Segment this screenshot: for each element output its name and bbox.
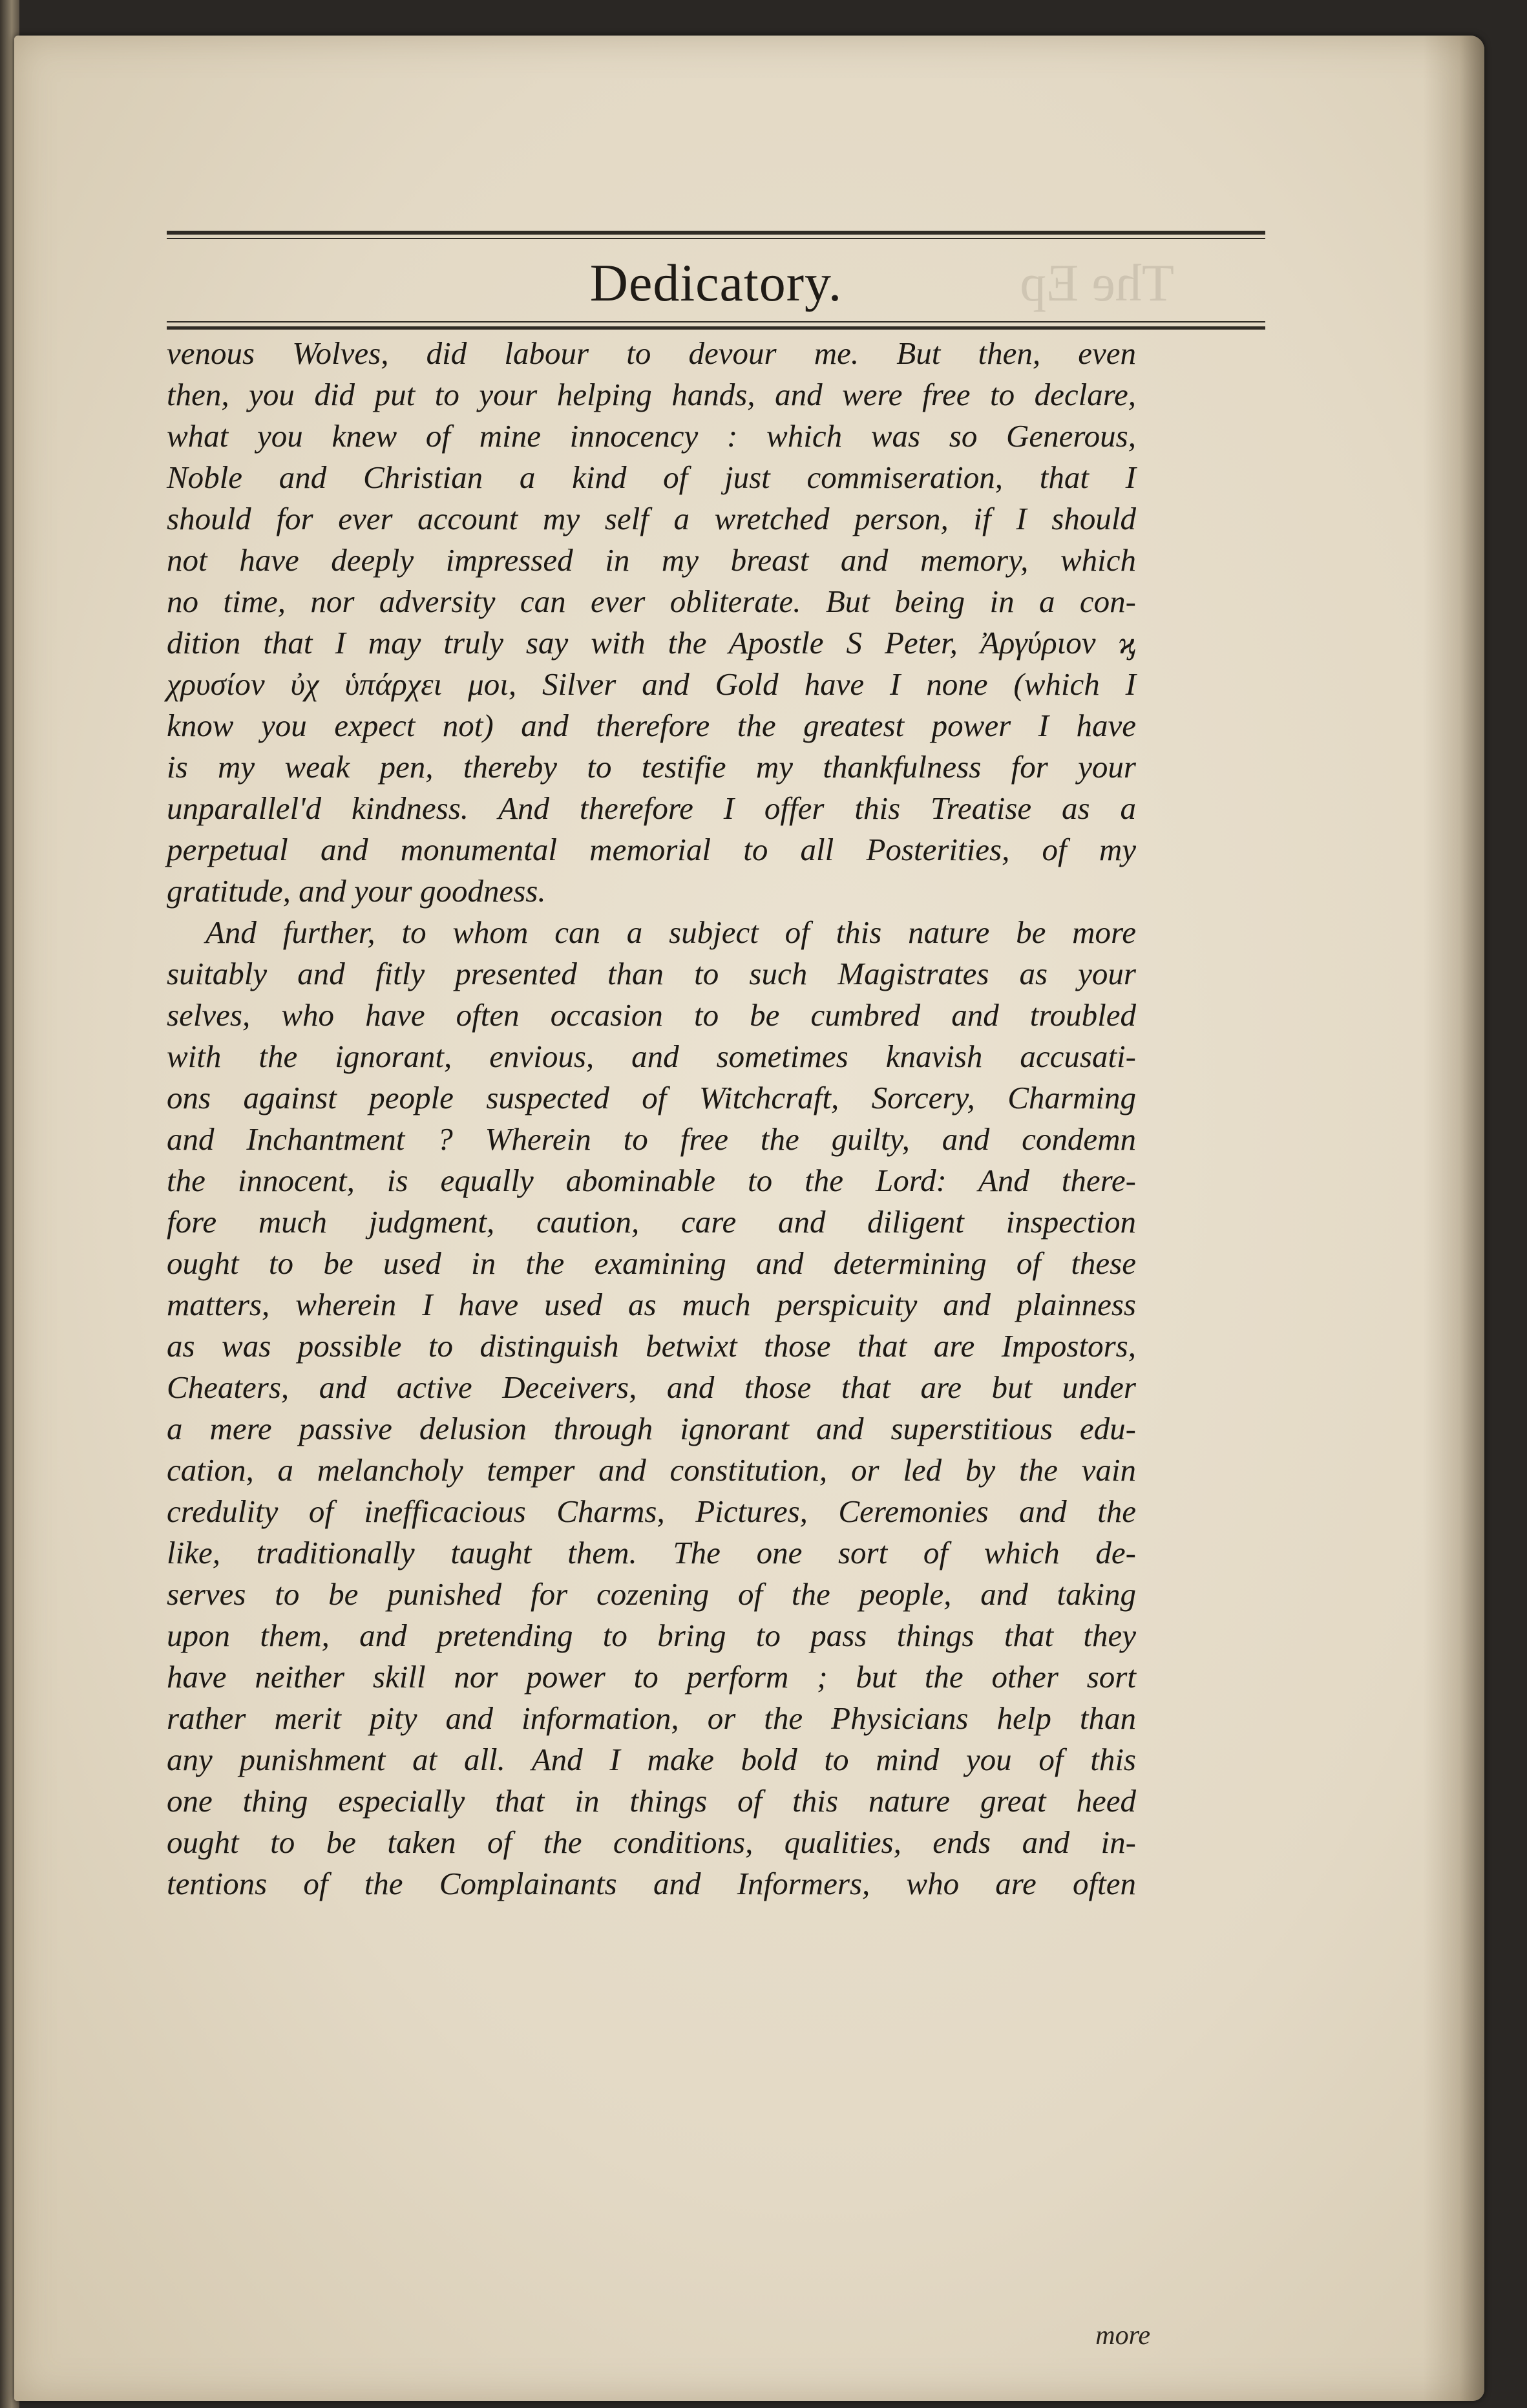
bleed-through-text: The Ep [1020,253,1175,312]
text-line: know you expect not) and therefore the greatest power I have [167,708,1136,743]
text-line: with the ignorant, envious, and sometimes knavish accusati- [167,1039,1136,1074]
text-line: is my weak pen, thereby to testifie my thankfulness for your [167,749,1136,785]
text-line: upon them, and pretending to bring to pass things that they [167,1618,1136,1653]
catchword: more [1095,2321,1150,2350]
text-line: credulity of inefficacious Charms, Pictures, Ceremonies and the [167,1494,1136,1529]
text-line: any punishment at all. And I make bold to mind you of this [167,1742,1136,1777]
text-line: cation, a melancholy temper and constitution, or led by the vain [167,1452,1136,1488]
text-line: χρυσίον ὐχ ὑπάρχει μοι, Silver and Gold have I none (which I [167,666,1136,702]
page-title: Dedicatory. [589,253,843,312]
text-line: unparallel'd kindness. And therefore I offer this Treatise as a [167,790,1136,826]
text-line: Noble and Christian a kind of just commiseration, that I [167,459,1136,495]
text-line: matters, wherein I have used as much perspicuity and plainness [167,1287,1136,1322]
text-line: as was possible to distinguish betwixt those that are Impostors, [167,1328,1136,1364]
header-rule-bottom [167,326,1265,330]
text-line: venous Wolves, did labour to devour me. But then, even [167,335,1136,371]
text-line: the innocent, is equally abominable to the Lord: And there- [167,1163,1136,1198]
body-text [167,333,1136,1905]
text-line: should for ever account my self a wretched person, if I should [167,501,1136,536]
header-rule-top-thin [167,238,1265,239]
text-line: dition that I may truly say with the Apostle S Peter, Ἀργύριον ϗ [167,625,1136,660]
text-line: perpetual and monumental memorial to all Posterities, of my [167,832,1136,867]
text-line: tentions of the Complainants and Informers, who are often [167,1866,1136,1901]
text-line: serves to be punished for cozening of the people, and taking [167,1576,1136,1612]
text-line: ought to be taken of the conditions, qualities, ends and in- [167,1824,1136,1860]
text-line: like, traditionally taught them. The one sort of which de- [167,1535,1136,1570]
text-line: ought to be used in the examining and determining of these [167,1245,1136,1281]
page-shadow [1423,36,1484,2401]
running-header [167,249,1265,317]
text-line: gratitude, and your goodness. [167,873,546,909]
text-line: rather merit pity and information, or the Physicians help than [167,1700,1136,1736]
text-line: Cheaters, and active Deceivers, and those that are but under [167,1369,1136,1405]
text-line: a mere passive delusion through ignorant and superstitious edu- [167,1411,1136,1446]
text-line: selves, who have often occasion to be cumbred and troubled [167,997,1136,1033]
text-line: and Inchantment ? Wherein to free the guilty, and condemn [167,1121,1136,1157]
header-rule-top [167,231,1265,235]
text-line: suitably and fitly presented than to such Magistrates as your [167,956,1136,991]
text-line: not have deeply impressed in my breast and memory, which [167,542,1136,578]
header-rule-bottom-thin [167,321,1265,322]
text-line: ons against people suspected of Witchcraft, Sorcery, Charming [167,1080,1136,1115]
paragraph-start-line: And further, to whom can a subject of this nature be more [205,914,1136,950]
text-line: one thing especially that in things of this nature great heed [167,1783,1136,1819]
text-line: fore much judgment, caution, care and diligent inspection [167,1204,1136,1240]
text-line: what you knew of mine innocency : which was so Generous, [167,418,1136,454]
text-line: then, you did put to your helping hands, and were free to declare, [167,377,1136,412]
text-line: have neither skill nor power to perform ; but the other sort [167,1659,1136,1695]
text-line: no time, nor adversity can ever obliterate. But being in a con- [167,584,1136,619]
